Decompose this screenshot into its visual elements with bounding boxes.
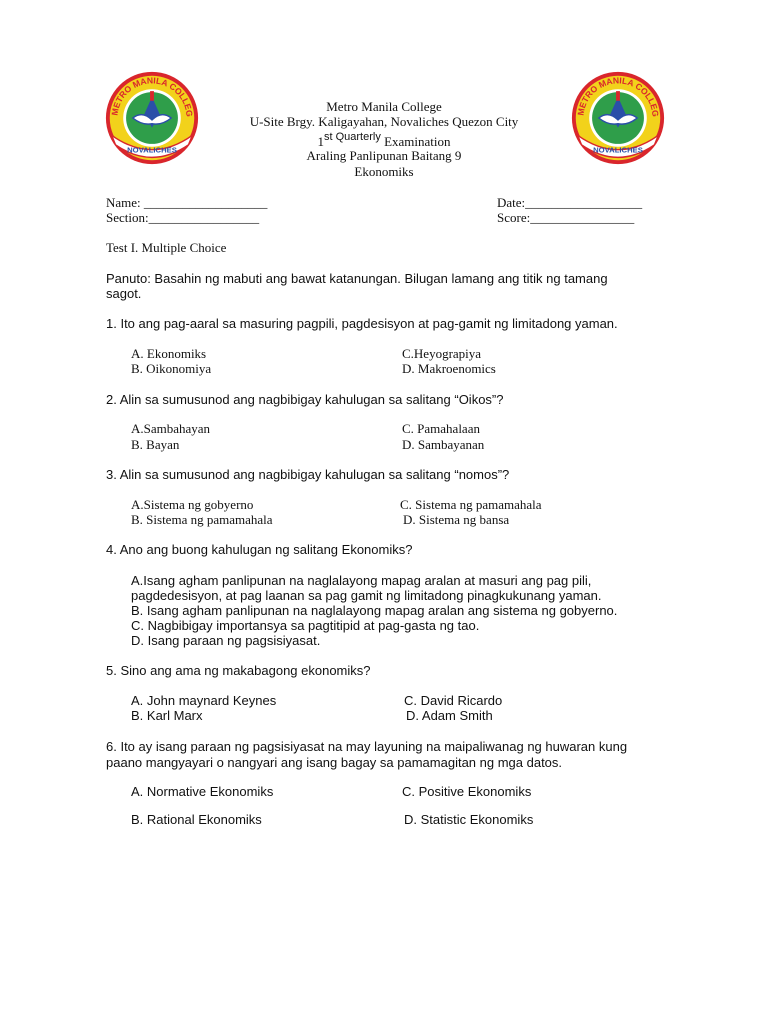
question-6-line-1: 6. Ito ay isang paraan ng pagsisiyasat na may layuning na maipaliwanag ng huwaran kung (106, 739, 628, 754)
date-field[interactable]: Date:__________________ (497, 195, 643, 210)
q3-choice-a[interactable]: A.Sistema ng gobyerno (131, 497, 254, 512)
instructions-line-2: sagot. (106, 286, 142, 301)
section-field[interactable]: Section:_________________ (106, 210, 260, 225)
question-6-line-2: paano mangyayari o nangyari ang isang bagay sa pamamagitan ng mga datos. (106, 755, 563, 770)
question-4: 4. Ano ang buong kahulugan ng salitang Ekonomiks? (106, 542, 413, 557)
q5-choice-d[interactable]: D. Adam Smith (406, 708, 493, 723)
q3-choice-c[interactable]: C. Sistema ng pamamahala (400, 497, 542, 512)
name-field[interactable]: Name: ___________________ (106, 195, 268, 210)
q2-choice-c[interactable]: C. Pamahalaan (402, 421, 480, 436)
score-field[interactable]: Score:________________ (497, 210, 635, 225)
subject-title: Araling Panlipunan Baitang 9 (306, 148, 462, 163)
q6-choice-c[interactable]: C. Positive Ekonomiks (402, 784, 532, 799)
exam-number: 1 (317, 134, 324, 149)
q3-choice-d[interactable]: D. Sistema ng bansa (403, 512, 510, 527)
q5-choice-c[interactable]: C. David Ricardo (404, 693, 503, 708)
q2-choice-b[interactable]: B. Bayan (131, 437, 180, 452)
svg-text:NOVALICHES: NOVALICHES (127, 145, 177, 155)
q4-choice-b[interactable]: B. Isang agham panlipunan na naglalayong mapag aralan ang sistema ng gobyerno. (131, 603, 618, 618)
school-address: U-Site Brgy. Kaligayahan, Novaliches Quezon City (249, 114, 519, 129)
test-title: Test I. Multiple Choice (106, 240, 227, 255)
q4-choice-d[interactable]: D. Isang paraan ng pagsisiyasat. (131, 633, 321, 648)
svg-text:METRO MANILA COLLEGE: METRO MANILA COLLEG (575, 75, 661, 118)
svg-text:METRO MANILA COLLEGE: METRO MANILA COLLEG (109, 75, 195, 118)
school-name: Metro Manila College (326, 99, 442, 114)
q5-choice-b[interactable]: B. Karl Marx (131, 708, 203, 723)
question-5: 5. Sino ang ama ng makabagong ekonomiks? (106, 663, 371, 678)
q1-choice-d[interactable]: D. Makroenomics (402, 361, 496, 376)
q5-choice-a[interactable]: A. John maynard Keynes (131, 693, 277, 708)
topic-title: Ekonomiks (354, 164, 414, 179)
q3-choice-b[interactable]: B. Sistema ng pamamahala (131, 512, 273, 527)
q4-choice-c[interactable]: C. Nagbibigay importansya sa pagtitipid at pag-gasta ng tao. (131, 618, 480, 633)
instructions-line-1: Panuto: Basahin ng mabuti ang bawat katanungan. Bilugan lamang ang titik ng tamang (106, 271, 608, 286)
q4-choice-a-cont[interactable]: pagdedesisyon, at pag laanan sa pag gamit ng limitadong pinagkukunang yaman. (131, 588, 602, 603)
exam-word: Examination (384, 134, 451, 149)
q6-choice-d[interactable]: D. Statistic Ekonomiks (404, 812, 534, 827)
q2-choice-d[interactable]: D. Sambayanan (402, 437, 485, 452)
q6-choice-b[interactable]: B. Rational Ekonomiks (131, 812, 262, 827)
exam-quarter: st Quarterly (323, 131, 381, 143)
q6-choice-a[interactable]: A. Normative Ekonomiks (131, 784, 274, 799)
q2-choice-a[interactable]: A.Sambahayan (131, 421, 211, 436)
svg-text:NOVALICHES: NOVALICHES (593, 145, 643, 155)
question-2: 2. Alin sa sumusunod ang nagbibigay kahulugan sa salitang “Oikos”? (106, 392, 504, 407)
q4-choice-a[interactable]: A.Isang agham panlipunan na naglalayong mapag aralan at masuri ang pag pili, (131, 573, 592, 588)
question-1: 1. Ito ang pag-aaral sa masuring pagpili, pagdesisyon at pag-gamit ng limitadong yaman. (106, 316, 618, 331)
q1-choice-c[interactable]: C.Heyograpiya (402, 346, 482, 361)
q1-choice-a[interactable]: A. Ekonomiks (131, 346, 207, 361)
q1-choice-b[interactable]: B. Oikonomiya (131, 361, 212, 376)
question-3: 3. Alin sa sumusunod ang nagbibigay kahulugan sa salitang “nomos”? (106, 467, 510, 482)
